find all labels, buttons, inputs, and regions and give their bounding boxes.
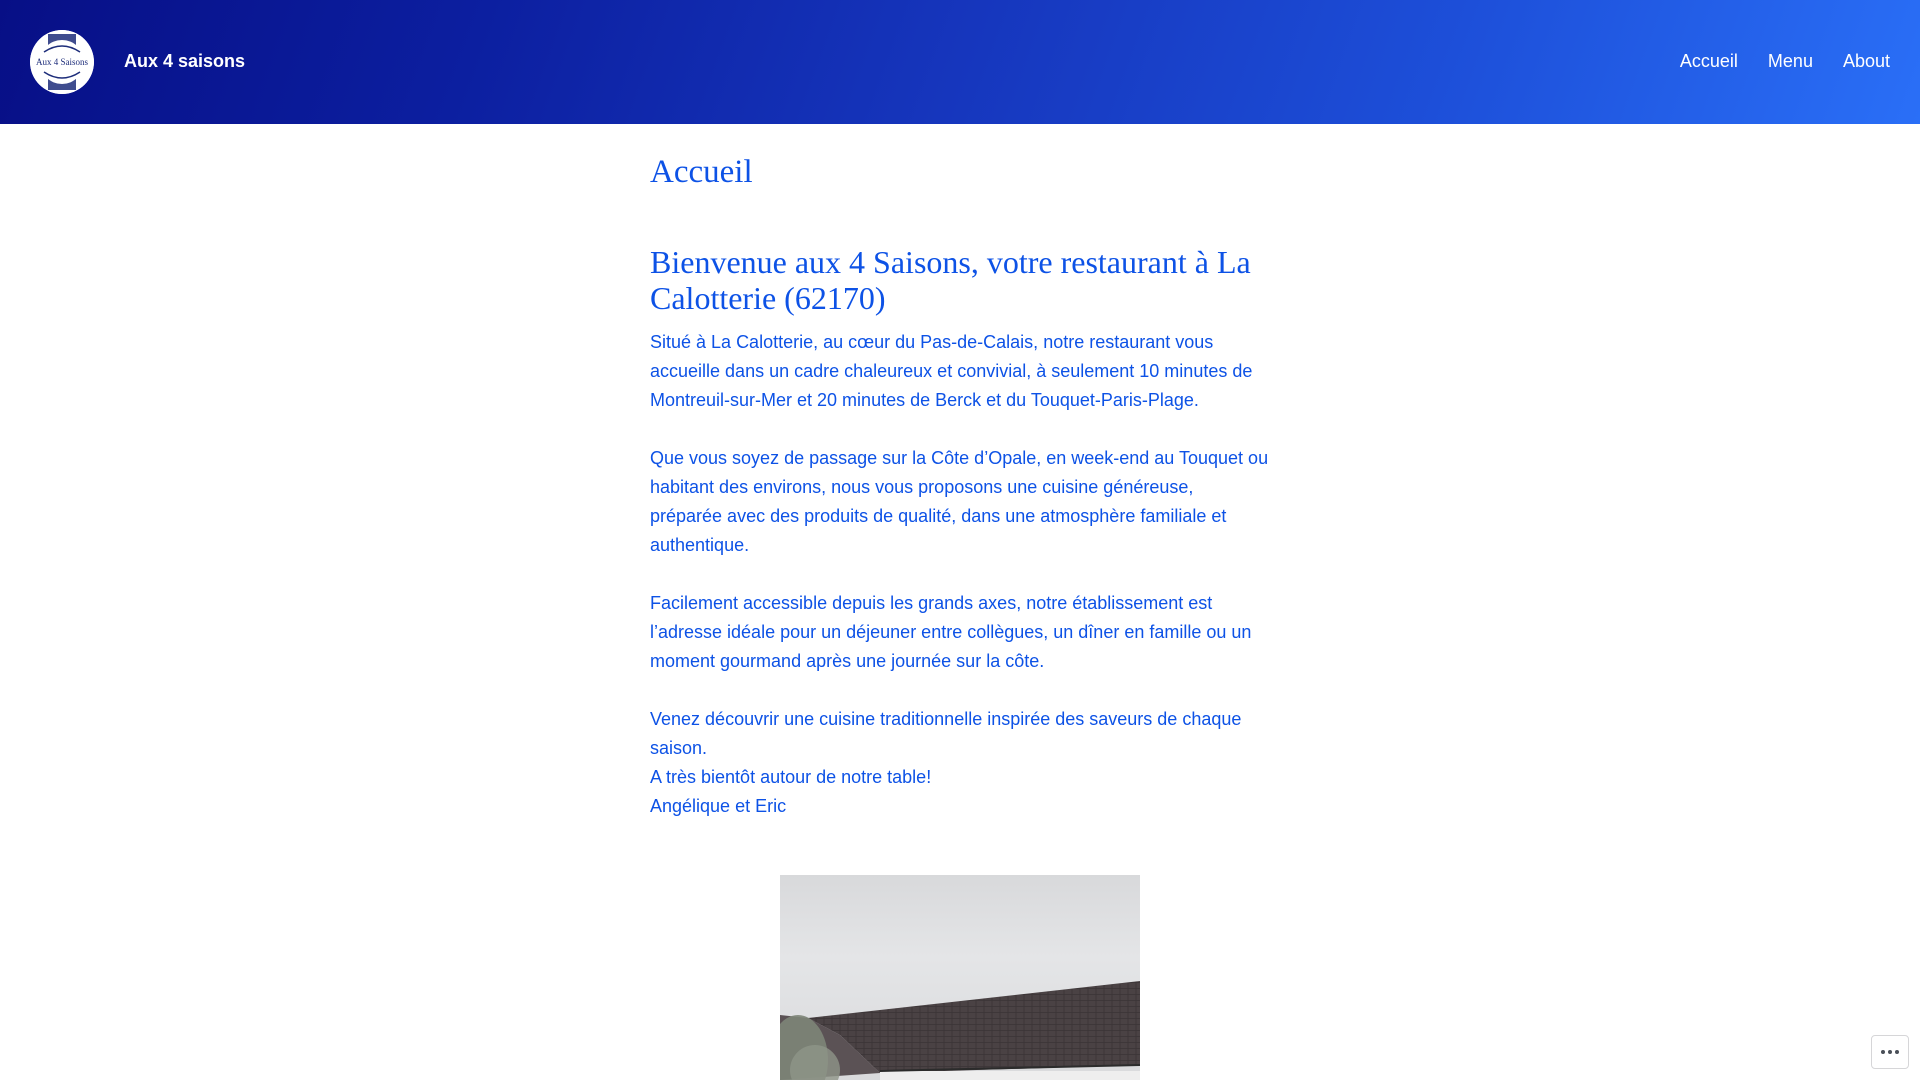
ellipsis-icon-dot: [1895, 1050, 1899, 1054]
logo-badge-icon: [30, 30, 94, 94]
signature: Angélique et Eric: [650, 796, 787, 816]
restaurant-photo: [780, 875, 1140, 1080]
svg-text:Aux 4 Saisons: Aux 4 Saisons: [35, 57, 89, 67]
welcome-headline: Bienvenue aux 4 Saisons, votre restaurant à La Calotterie (62170): [650, 244, 1251, 316]
cuisine-paragraph: Venez découvrir une cuisine traditionnelle inspirée des saveurs de chaque saison.: [650, 709, 1242, 758]
ellipsis-icon-dot: [1888, 1050, 1892, 1054]
nav-link-menu[interactable]: Menu: [1767, 51, 1813, 71]
site-header: [0, 0, 1920, 124]
photo-roof-image: [780, 875, 1140, 1080]
more-options-button[interactable]: [1871, 1035, 1909, 1069]
main-content: [650, 124, 1270, 821]
nav-link-about[interactable]: About: [1842, 51, 1890, 71]
ellipsis-icon: [1881, 1050, 1885, 1054]
intro-paragraph: Situé à La Calotterie, au cœur du Pas-de-Calais, notre restaurant vous accueille dans un cadre chaleureux et convivial, à seulement 10 minutes de Montreuil-sur-Mer et 20 minutes de Berck et du Touquet-Paris-Plage.: [650, 332, 1253, 410]
closing-line: A très bientôt autour de notre table!: [650, 767, 932, 787]
audience-paragraph: Que vous soyez de passage sur la Côte d’Opale, en week-end au Touquet ou habitant des environs, nous vous proposons une cuisine généreuse, préparée avec des produits de qualité, dans une atmosphère familiale et authentique.: [650, 448, 1269, 555]
page-title: Accueil: [650, 154, 753, 190]
nav-link-accueil[interactable]: Accueil: [1679, 51, 1738, 71]
site-logo[interactable]: [30, 30, 94, 94]
site-title[interactable]: Aux 4 saisons: [124, 51, 246, 71]
access-paragraph: Facilement accessible depuis les grands axes, notre établissement est l’adresse idéale pour un déjeuner entre collègues, un dîner en famille ou un moment gourmand après une journée sur la côte.: [650, 593, 1252, 671]
main-nav: [1680, 50, 1890, 72]
